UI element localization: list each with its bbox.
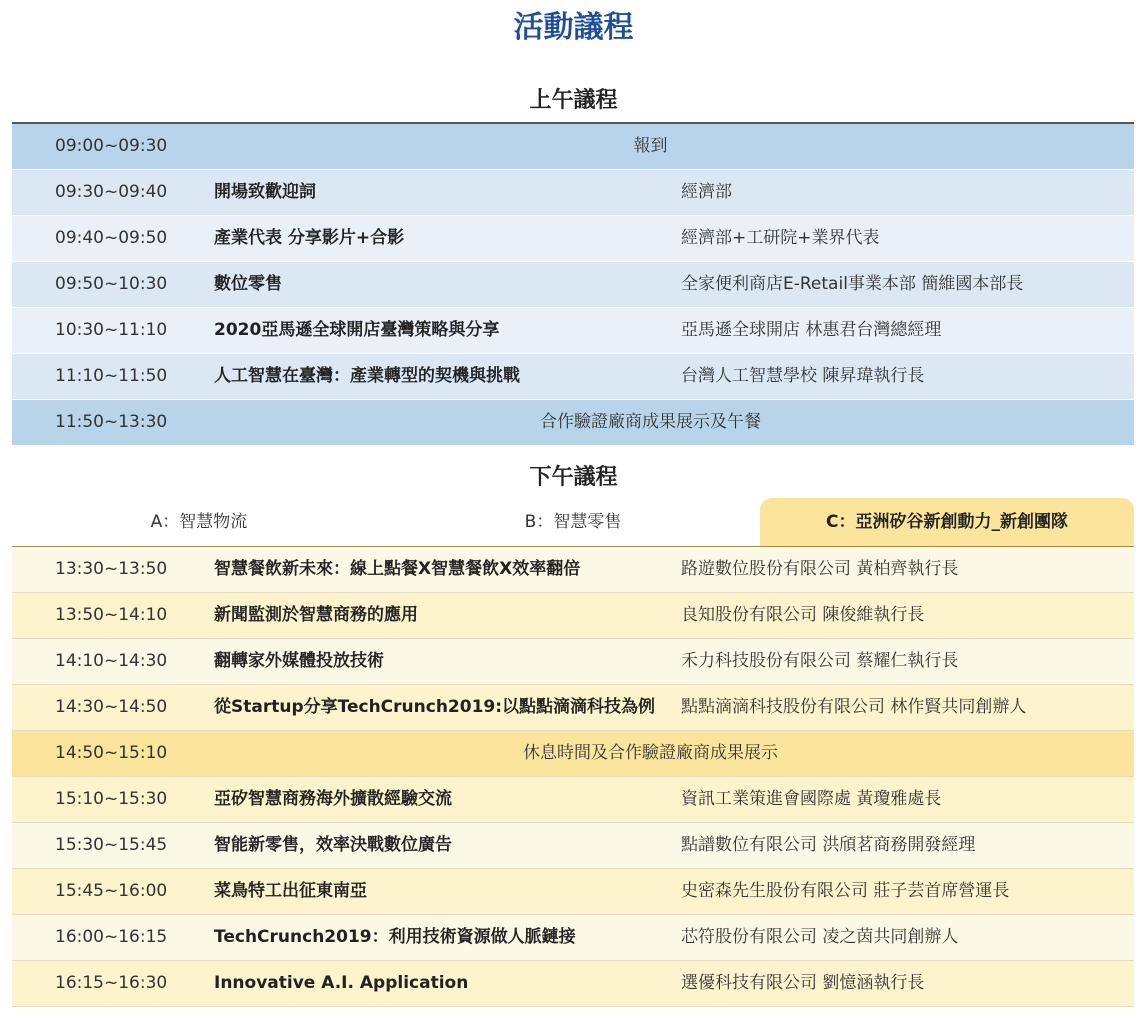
agenda-speaker: 點譜數位有限公司 洪頎茗商務開發經理	[681, 835, 976, 855]
agenda-time: 14:50~15:10	[55, 743, 168, 763]
agenda-row	[12, 308, 1134, 354]
agenda-time: 13:30~13:50	[55, 559, 168, 579]
agenda-topic: 菜鳥特工出征東南亞	[214, 881, 367, 901]
agenda-row	[12, 400, 1134, 446]
tab-startup-team[interactable]: C：亞洲矽谷新創動力_新創團隊	[760, 498, 1134, 546]
morning-agenda-table	[12, 122, 1134, 446]
agenda-topic: 數位零售	[214, 274, 282, 294]
morning-section-title: 上午議程	[529, 88, 618, 113]
agenda-row	[12, 869, 1134, 915]
agenda-row	[12, 547, 1134, 593]
agenda-speaker: 台灣人工智慧學校 陳昇瑋執行長	[681, 366, 925, 386]
agenda-topic: 翻轉家外媒體投放技術	[214, 651, 384, 671]
agenda-speaker: 良知股份有限公司 陳俊維執行長	[681, 605, 925, 625]
agenda-row	[12, 777, 1134, 823]
agenda-speaker: 亞馬遜全球開店 林惠君台灣總經理	[681, 320, 942, 340]
agenda-speaker: 禾力科技股份有限公司 蔡耀仁執行長	[681, 651, 959, 671]
agenda-time: 15:10~15:30	[55, 789, 168, 809]
agenda-speaker: 經濟部	[681, 182, 732, 202]
agenda-row	[12, 685, 1134, 731]
agenda-time: 14:10~14:30	[55, 651, 168, 671]
agenda-row	[12, 639, 1134, 685]
agenda-time: 09:50~10:30	[55, 274, 168, 294]
agenda-topic: 從Startup分享TechCrunch2019:以點點滴滴科技為例	[214, 697, 656, 717]
agenda-topic: 2020亞馬遜全球開店臺灣策略與分享	[214, 320, 500, 340]
afternoon-section-title: 下午議程	[529, 465, 618, 490]
agenda-topic: 新聞監測於智慧商務的應用	[214, 605, 418, 625]
agenda-row	[12, 823, 1134, 869]
agenda-note: 休息時間及合作驗證廠商成果展示	[523, 743, 778, 763]
agenda-topic: 人工智慧在臺灣：產業轉型的契機與挑戰	[214, 366, 520, 386]
agenda-topic: Innovative A.I. Application	[214, 973, 469, 993]
track-tabs	[12, 498, 1134, 546]
agenda-time: 15:45~16:00	[55, 881, 168, 901]
agenda-row	[12, 216, 1134, 262]
agenda-row	[12, 124, 1134, 170]
agenda-topic: 智慧餐飲新未來：線上點餐X智慧餐飲X效率翻倍	[214, 559, 581, 579]
agenda-speaker: 史密森先生股份有限公司 莊子芸首席營運長	[681, 881, 1010, 901]
agenda-time: 09:00~09:30	[55, 136, 168, 156]
tab-smart-retail[interactable]: B：智慧零售	[524, 512, 622, 532]
agenda-note: 報到	[633, 136, 668, 156]
agenda-time: 11:10~11:50	[55, 366, 168, 386]
agenda-speaker: 芯符股份有限公司 凌之茵共同創辦人	[681, 927, 959, 947]
agenda-speaker: 經濟部+工研院+業界代表	[681, 228, 880, 248]
agenda-time: 16:00~16:15	[55, 927, 168, 947]
agenda-topic: 產業代表 分享影片+合影	[214, 228, 405, 248]
agenda-row	[12, 593, 1134, 639]
agenda-row	[12, 170, 1134, 216]
agenda-speaker: 點點滴滴科技股份有限公司 林作賢共同創辦人	[681, 697, 1027, 717]
agenda-time: 09:40~09:50	[55, 228, 168, 248]
agenda-time: 15:30~15:45	[55, 835, 168, 855]
agenda-topic: 開場致歡迎詞	[214, 182, 316, 202]
agenda-time: 10:30~11:10	[55, 320, 168, 340]
agenda-row	[12, 262, 1134, 308]
agenda-speaker: 選優科技有限公司 劉憶涵執行長	[681, 973, 925, 993]
agenda-topic: 亞矽智慧商務海外擴散經驗交流	[214, 789, 452, 809]
agenda-row	[12, 354, 1134, 400]
agenda-speaker: 全家便利商店E-Retail事業本部 簡維國本部長	[681, 274, 1024, 294]
agenda-topic: TechCrunch2019：利用技術資源做人脈鏈接	[214, 927, 576, 947]
agenda-time: 16:15~16:30	[55, 973, 168, 993]
agenda-note: 合作驗證廠商成果展示及午餐	[540, 412, 761, 432]
afternoon-agenda-table	[12, 546, 1134, 1007]
agenda-topic: 智能新零售，效率決戰數位廣告	[214, 835, 452, 855]
agenda-row	[12, 731, 1134, 777]
tab-smart-logistics[interactable]: A：智慧物流	[150, 512, 248, 532]
agenda-speaker: 路遊數位股份有限公司 黃柏齊執行長	[681, 559, 959, 579]
agenda-row	[12, 915, 1134, 961]
agenda-row	[12, 961, 1134, 1007]
agenda-speaker: 資訊工業策進會國際處 黃瓊雅處長	[681, 789, 942, 809]
agenda-time: 11:50~13:30	[55, 412, 168, 432]
agenda-time: 14:30~14:50	[55, 697, 168, 717]
agenda-time: 09:30~09:40	[55, 182, 168, 202]
agenda-time: 13:50~14:10	[55, 605, 168, 625]
page-title: 活動議程	[513, 10, 634, 45]
